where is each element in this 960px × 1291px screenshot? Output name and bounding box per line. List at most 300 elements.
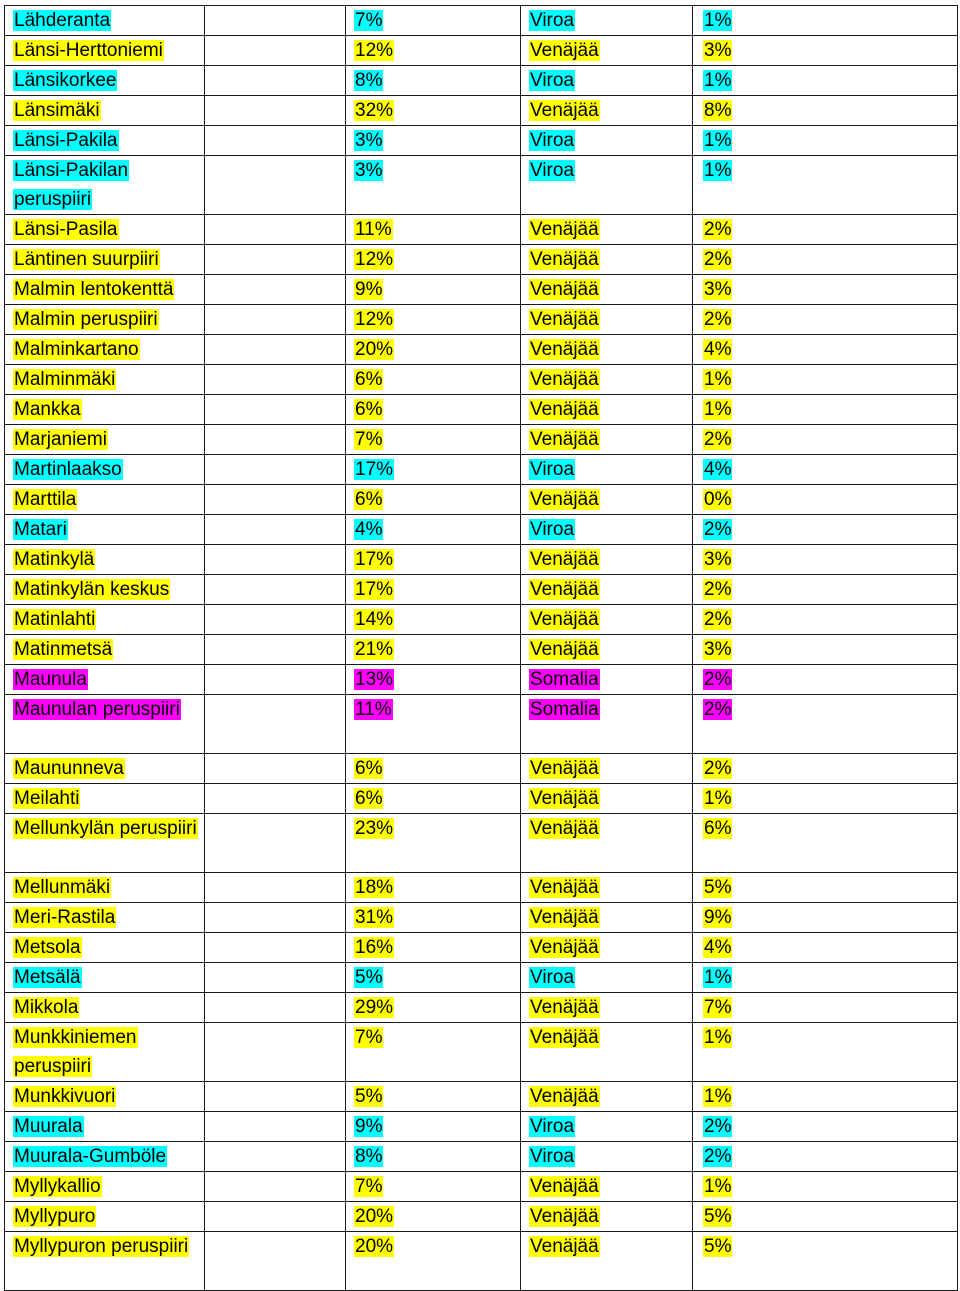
largest-language-cell <box>521 903 693 933</box>
largest-language-share-cell <box>693 933 958 963</box>
district-name-cell <box>5 575 205 605</box>
foreign-language-percent-cell <box>346 1232 521 1291</box>
foreign-language-percent-text: 12% <box>355 309 394 330</box>
largest-language-share-cell <box>693 1172 958 1202</box>
foreign-language-percent-cell <box>346 545 521 575</box>
largest-language-cell <box>521 665 693 695</box>
foreign-language-percent-text: 18% <box>355 877 394 898</box>
foreign-language-percent-text: 6% <box>355 788 383 809</box>
largest-language-text: Venäjää <box>530 1176 599 1197</box>
foreign-language-percent-cell <box>346 1023 521 1082</box>
largest-language-share-text: 2% <box>704 519 732 540</box>
largest-language-share-cell <box>693 903 958 933</box>
largest-language-text: Venäjää <box>530 399 599 420</box>
largest-language-text: Venäjää <box>530 249 599 270</box>
largest-language-text: Venäjää <box>530 279 599 300</box>
empty-cell <box>205 395 346 425</box>
largest-language-share-text: 2% <box>704 219 732 240</box>
district-name-text: Maunula <box>14 669 87 690</box>
foreign-language-percent-text: 29% <box>355 997 394 1018</box>
district-name-text: Myllypuro <box>14 1206 96 1227</box>
table-row <box>5 665 958 695</box>
largest-language-cell <box>521 275 693 305</box>
largest-language-text: Viroa <box>530 130 575 151</box>
table-row <box>5 873 958 903</box>
district-name-cell <box>5 1023 205 1082</box>
largest-language-share-cell <box>693 156 958 215</box>
largest-language-share-cell <box>693 695 958 754</box>
district-name-text: Mikkola <box>14 997 79 1018</box>
largest-language-text: Viroa <box>530 519 575 540</box>
largest-language-text: Venäjää <box>530 1086 599 1107</box>
largest-language-share-text: 1% <box>704 369 732 390</box>
empty-cell <box>205 1142 346 1172</box>
table-row <box>5 215 958 245</box>
largest-language-share-cell <box>693 395 958 425</box>
empty-cell <box>205 1112 346 1142</box>
district-name-text: Myllypuron peruspiiri <box>14 1236 189 1257</box>
empty-cell <box>205 455 346 485</box>
empty-cell <box>205 784 346 814</box>
district-name-cell <box>5 695 205 754</box>
district-name-cell <box>5 545 205 575</box>
district-name-text: Mankka <box>14 399 81 420</box>
largest-language-share-cell <box>693 66 958 96</box>
largest-language-share-text: 4% <box>704 339 732 360</box>
foreign-language-percent-text: 32% <box>355 100 394 121</box>
largest-language-cell <box>521 814 693 873</box>
district-name-cell <box>5 1232 205 1291</box>
largest-language-cell <box>521 1112 693 1142</box>
district-name-cell <box>5 36 205 66</box>
foreign-language-percent-text: 6% <box>355 758 383 779</box>
largest-language-cell <box>521 215 693 245</box>
largest-language-share-text: 2% <box>704 1116 732 1137</box>
district-name-text: Muurala-Gumböle <box>14 1146 167 1167</box>
empty-cell <box>205 515 346 545</box>
empty-cell <box>205 156 346 215</box>
foreign-language-percent-cell <box>346 784 521 814</box>
largest-language-share-text: 5% <box>704 877 732 898</box>
largest-language-cell <box>521 695 693 754</box>
largest-language-cell <box>521 605 693 635</box>
table-row <box>5 1112 958 1142</box>
largest-language-share-text: 2% <box>704 609 732 630</box>
table-row <box>5 245 958 275</box>
table-row <box>5 455 958 485</box>
largest-language-cell <box>521 873 693 903</box>
district-name-cell <box>5 963 205 993</box>
largest-language-share-cell <box>693 96 958 126</box>
district-name-cell <box>5 66 205 96</box>
foreign-language-percent-text: 5% <box>355 1086 383 1107</box>
empty-cell <box>205 963 346 993</box>
largest-language-share-cell <box>693 784 958 814</box>
foreign-language-percent-cell <box>346 1142 521 1172</box>
largest-language-share-text: 8% <box>704 100 732 121</box>
foreign-language-percent-text: 17% <box>355 579 394 600</box>
largest-language-share-cell <box>693 36 958 66</box>
largest-language-cell <box>521 96 693 126</box>
largest-language-share-text: 1% <box>704 70 732 91</box>
table-row <box>5 395 958 425</box>
district-name-text: Maunulan peruspiiri <box>14 699 180 720</box>
foreign-language-percent-text: 12% <box>355 249 394 270</box>
largest-language-share-text: 5% <box>704 1206 732 1227</box>
largest-language-text: Venäjää <box>530 1236 599 1257</box>
district-name-cell <box>5 485 205 515</box>
largest-language-cell <box>521 365 693 395</box>
largest-language-share-text: 4% <box>704 937 732 958</box>
largest-language-text: Venäjää <box>530 937 599 958</box>
district-name-text: Matinmetsä <box>14 639 113 660</box>
largest-language-share-text: 5% <box>704 1236 732 1257</box>
largest-language-text: Venäjää <box>530 579 599 600</box>
table-row <box>5 933 958 963</box>
largest-language-share-text: 3% <box>704 549 732 570</box>
table-row <box>5 545 958 575</box>
largest-language-share-cell <box>693 1202 958 1232</box>
district-name-cell <box>5 515 205 545</box>
empty-cell <box>205 425 346 455</box>
largest-language-text: Viroa <box>530 967 575 988</box>
table-row <box>5 1082 958 1112</box>
largest-language-cell <box>521 545 693 575</box>
largest-language-share-cell <box>693 126 958 156</box>
foreign-language-percent-text: 11% <box>355 219 392 240</box>
foreign-language-percent-text: 7% <box>355 1027 383 1048</box>
foreign-language-percent-text: 9% <box>355 279 383 300</box>
foreign-language-percent-cell <box>346 6 521 36</box>
foreign-language-percent-text: 8% <box>355 70 383 91</box>
district-name-text: Malmin lentokenttä <box>14 279 174 300</box>
district-name-text: Länsi-Pasila <box>14 219 118 240</box>
largest-language-share-cell <box>693 335 958 365</box>
largest-language-cell <box>521 455 693 485</box>
largest-language-share-cell <box>693 425 958 455</box>
district-name-cell <box>5 993 205 1023</box>
district-name-text: Metsälä <box>14 967 81 988</box>
largest-language-share-text: 7% <box>704 997 732 1018</box>
largest-language-text: Venäjää <box>530 788 599 809</box>
largest-language-share-cell <box>693 963 958 993</box>
foreign-language-percent-cell <box>346 754 521 784</box>
largest-language-cell <box>521 335 693 365</box>
largest-language-share-text: 1% <box>704 1176 732 1197</box>
largest-language-text: Venäjää <box>530 758 599 779</box>
table-row <box>5 1142 958 1172</box>
foreign-language-percent-cell <box>346 156 521 215</box>
district-name-text: Malminmäki <box>14 369 116 390</box>
largest-language-share-text: 2% <box>704 249 732 270</box>
foreign-language-percent-text: 7% <box>355 10 383 31</box>
foreign-language-percent-cell <box>346 635 521 665</box>
largest-language-share-text: 2% <box>704 1146 732 1167</box>
district-name-cell <box>5 455 205 485</box>
empty-cell <box>205 1023 346 1082</box>
largest-language-text: Venäjää <box>530 877 599 898</box>
district-name-cell <box>5 933 205 963</box>
largest-language-text: Venäjää <box>530 369 599 390</box>
largest-language-share-cell <box>693 6 958 36</box>
district-name-text: Mellunkylän peruspiiri <box>14 818 197 839</box>
empty-cell <box>205 1082 346 1112</box>
largest-language-share-text: 2% <box>704 699 732 720</box>
foreign-language-percent-text: 3% <box>355 160 383 181</box>
foreign-language-percent-cell <box>346 215 521 245</box>
table-row <box>5 1232 958 1291</box>
district-name-cell <box>5 1142 205 1172</box>
table-row <box>5 1023 958 1082</box>
district-name-cell <box>5 365 205 395</box>
foreign-language-percent-cell <box>346 455 521 485</box>
empty-cell <box>205 665 346 695</box>
largest-language-cell <box>521 635 693 665</box>
largest-language-text: Venäjää <box>530 1206 599 1227</box>
foreign-language-percent-text: 6% <box>355 369 383 390</box>
district-name-cell <box>5 665 205 695</box>
largest-language-share-text: 3% <box>704 639 732 660</box>
foreign-language-percent-cell <box>346 36 521 66</box>
largest-language-text: Venäjää <box>530 219 599 240</box>
empty-cell <box>205 754 346 784</box>
district-language-table <box>4 5 958 1291</box>
empty-cell <box>205 6 346 36</box>
table-row <box>5 1172 958 1202</box>
foreign-language-percent-text: 17% <box>355 549 394 570</box>
largest-language-cell <box>521 305 693 335</box>
empty-cell <box>205 215 346 245</box>
largest-language-share-text: 6% <box>704 818 732 839</box>
foreign-language-percent-cell <box>346 1082 521 1112</box>
district-name-cell <box>5 754 205 784</box>
district-name-text: Länsimäki <box>14 100 100 121</box>
table-row <box>5 485 958 515</box>
largest-language-share-text: 3% <box>704 279 732 300</box>
largest-language-text: Venäjää <box>530 429 599 450</box>
foreign-language-percent-cell <box>346 1202 521 1232</box>
foreign-language-percent-text: 3% <box>355 130 383 151</box>
district-name-text: Marjaniemi <box>14 429 107 450</box>
empty-cell <box>205 1172 346 1202</box>
empty-cell <box>205 903 346 933</box>
empty-cell <box>205 695 346 754</box>
district-name-text: Matari <box>14 519 67 540</box>
foreign-language-percent-text: 20% <box>355 1206 394 1227</box>
foreign-language-percent-text: 12% <box>355 40 394 61</box>
largest-language-share-text: 1% <box>704 160 732 181</box>
largest-language-cell <box>521 754 693 784</box>
largest-language-share-text: 1% <box>704 130 732 151</box>
foreign-language-percent-text: 7% <box>355 429 383 450</box>
largest-language-share-cell <box>693 275 958 305</box>
largest-language-text: Venäjää <box>530 907 599 928</box>
largest-language-text: Venäjää <box>530 639 599 660</box>
foreign-language-percent-cell <box>346 485 521 515</box>
foreign-language-percent-cell <box>346 695 521 754</box>
foreign-language-percent-cell <box>346 305 521 335</box>
largest-language-share-text: 2% <box>704 309 732 330</box>
largest-language-cell <box>521 1023 693 1082</box>
foreign-language-percent-cell <box>346 515 521 545</box>
empty-cell <box>205 66 346 96</box>
empty-cell <box>205 933 346 963</box>
largest-language-share-text: 2% <box>704 429 732 450</box>
district-name-cell <box>5 425 205 455</box>
district-name-text: Martinlaakso <box>14 459 122 480</box>
foreign-language-percent-cell <box>346 1112 521 1142</box>
foreign-language-percent-text: 16% <box>355 937 394 958</box>
largest-language-share-cell <box>693 455 958 485</box>
largest-language-share-cell <box>693 485 958 515</box>
largest-language-share-text: 1% <box>704 1027 732 1048</box>
largest-language-share-cell <box>693 245 958 275</box>
largest-language-share-cell <box>693 305 958 335</box>
district-name-cell <box>5 903 205 933</box>
largest-language-cell <box>521 515 693 545</box>
district-name-cell <box>5 1202 205 1232</box>
table-row <box>5 784 958 814</box>
table-row <box>5 903 958 933</box>
empty-cell <box>205 575 346 605</box>
district-name-text: Länsi-Pakila <box>14 130 118 151</box>
largest-language-text: Venäjää <box>530 309 599 330</box>
largest-language-text: Venäjää <box>530 609 599 630</box>
empty-cell <box>205 245 346 275</box>
empty-cell <box>205 365 346 395</box>
largest-language-text: Venäjää <box>530 339 599 360</box>
largest-language-text: Venäjää <box>530 1027 599 1048</box>
table-row <box>5 156 958 215</box>
foreign-language-percent-cell <box>346 66 521 96</box>
foreign-language-percent-cell <box>346 903 521 933</box>
largest-language-share-text: 1% <box>704 1086 732 1107</box>
district-name-text: Muurala <box>14 1116 83 1137</box>
foreign-language-percent-text: 23% <box>355 818 394 839</box>
largest-language-cell <box>521 993 693 1023</box>
foreign-language-percent-cell <box>346 245 521 275</box>
table-body <box>5 6 958 1291</box>
largest-language-cell <box>521 1082 693 1112</box>
table-row <box>5 635 958 665</box>
foreign-language-percent-cell <box>346 275 521 305</box>
largest-language-share-cell <box>693 1023 958 1082</box>
district-name-text: Malmin peruspiiri <box>14 309 158 330</box>
foreign-language-percent-text: 6% <box>355 399 383 420</box>
foreign-language-percent-text: 11% <box>355 699 392 720</box>
district-name-text: Meilahti <box>14 788 80 809</box>
empty-cell <box>205 993 346 1023</box>
empty-cell <box>205 36 346 66</box>
foreign-language-percent-cell <box>346 335 521 365</box>
largest-language-text: Viroa <box>530 1116 575 1137</box>
district-name-cell <box>5 1112 205 1142</box>
largest-language-share-text: 1% <box>704 967 732 988</box>
district-name-cell <box>5 873 205 903</box>
largest-language-cell <box>521 575 693 605</box>
table-row <box>5 515 958 545</box>
district-name-cell <box>5 275 205 305</box>
district-name-text: Matinlahti <box>14 609 96 630</box>
largest-language-cell <box>521 6 693 36</box>
empty-cell <box>205 1232 346 1291</box>
empty-cell <box>205 485 346 515</box>
foreign-language-percent-text: 13% <box>355 669 394 690</box>
largest-language-share-text: 0% <box>704 489 732 510</box>
foreign-language-percent-cell <box>346 126 521 156</box>
empty-cell <box>205 873 346 903</box>
foreign-language-percent-text: 4% <box>355 519 383 540</box>
foreign-language-percent-cell <box>346 873 521 903</box>
foreign-language-percent-cell <box>346 963 521 993</box>
table-row <box>5 993 958 1023</box>
largest-language-share-cell <box>693 754 958 784</box>
empty-cell <box>205 635 346 665</box>
empty-cell <box>205 305 346 335</box>
district-name-cell <box>5 1172 205 1202</box>
largest-language-cell <box>521 485 693 515</box>
district-name-cell <box>5 305 205 335</box>
district-name-text: Malminkartano <box>14 339 139 360</box>
foreign-language-percent-cell <box>346 933 521 963</box>
largest-language-share-cell <box>693 873 958 903</box>
district-name-text: Metsola <box>14 937 81 958</box>
district-name-cell <box>5 96 205 126</box>
largest-language-text: Venäjää <box>530 549 599 570</box>
table-row <box>5 963 958 993</box>
largest-language-text: Venäjää <box>530 997 599 1018</box>
largest-language-share-text: 2% <box>704 758 732 779</box>
largest-language-cell <box>521 126 693 156</box>
district-name-cell <box>5 814 205 873</box>
largest-language-cell <box>521 1142 693 1172</box>
largest-language-cell <box>521 1172 693 1202</box>
table-row <box>5 365 958 395</box>
largest-language-share-text: 2% <box>704 579 732 600</box>
foreign-language-percent-cell <box>346 96 521 126</box>
largest-language-cell <box>521 245 693 275</box>
largest-language-share-cell <box>693 545 958 575</box>
foreign-language-percent-cell <box>346 425 521 455</box>
district-name-text: Munkkiniemen peruspiiri <box>14 1027 137 1077</box>
empty-cell <box>205 335 346 365</box>
largest-language-share-cell <box>693 1082 958 1112</box>
foreign-language-percent-text: 5% <box>355 967 383 988</box>
district-name-text: Matinkylä <box>14 549 95 570</box>
empty-cell <box>205 1202 346 1232</box>
empty-cell <box>205 275 346 305</box>
largest-language-cell <box>521 963 693 993</box>
largest-language-cell <box>521 395 693 425</box>
largest-language-text: Venäjää <box>530 40 599 61</box>
district-name-text: Länsi-Pakilan peruspiiri <box>14 160 129 210</box>
largest-language-cell <box>521 1202 693 1232</box>
table-row <box>5 605 958 635</box>
table-row <box>5 305 958 335</box>
largest-language-share-cell <box>693 665 958 695</box>
district-name-cell <box>5 126 205 156</box>
table-row <box>5 36 958 66</box>
largest-language-text: Venäjää <box>530 100 599 121</box>
district-name-text: Matinkylän keskus <box>14 579 170 600</box>
district-name-cell <box>5 335 205 365</box>
largest-language-share-text: 1% <box>704 10 732 31</box>
largest-language-share-cell <box>693 814 958 873</box>
largest-language-share-text: 1% <box>704 399 732 420</box>
largest-language-share-text: 1% <box>704 788 732 809</box>
largest-language-share-cell <box>693 365 958 395</box>
district-name-cell <box>5 6 205 36</box>
